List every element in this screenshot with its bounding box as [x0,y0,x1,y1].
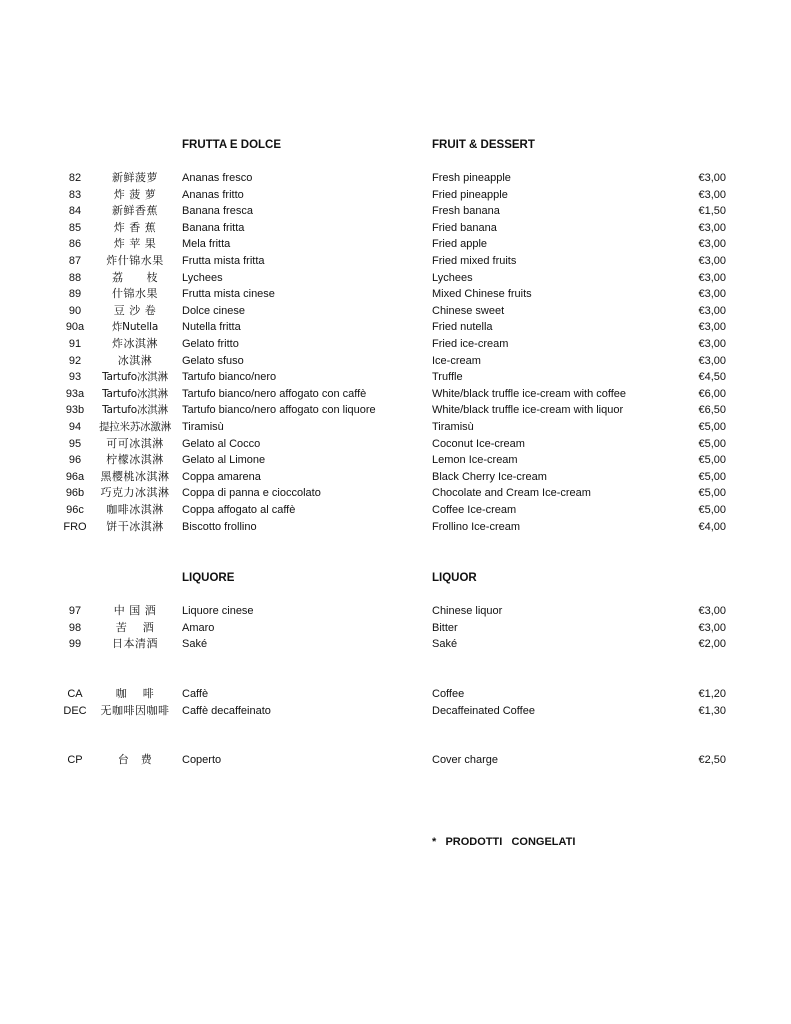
item-code: 96a [65,470,85,483]
item-code: CA [67,688,83,700]
item-name-english: Coffee Ice-cream [432,504,517,516]
menu-item-row [0,620,791,636]
item-name-english: Fried ice-cream [432,338,509,350]
item-name-chinese: 炸Nutella [111,321,159,334]
liquor-heading-it: LIQUORE [182,572,235,584]
item-name-chinese: Tartufo冰淇淋 [102,404,168,417]
menu-item-row [0,170,791,186]
item-name-english: Decaffeinated Coffee [432,704,535,717]
menu-item-row [0,469,791,485]
item-price: €1,30 [698,704,726,717]
item-code: 93b [65,404,85,417]
item-name-chinese: 炸冰淇淋 [112,337,158,350]
item-code: 96b [65,487,85,500]
item-name-english: Coconut Ice-cream [432,437,525,450]
item-name-italian: Lychees [182,271,223,284]
item-price: €1,20 [698,688,726,700]
item-name-english: Coffee [432,688,465,700]
fruit-heading-it: FRUTTA E DOLCE [182,139,282,151]
item-name-italian: Banana fresca [182,205,253,218]
item-name-italian: Saké [182,638,208,651]
item-name-italian: Gelato al Cocco [182,437,261,450]
item-name-chinese: 日本清酒 [112,637,158,651]
item-price: €3,00 [698,605,726,617]
item-name-english: Bitter [432,621,458,634]
item-price: €5,00 [698,504,726,516]
item-name-italian: Tartufo bianco/nero affogato con caffè [182,387,367,400]
menu-item-row [0,386,791,402]
item-name-italian: Frutta mista fritta [182,255,265,267]
item-name-chinese: 中 国 酒 [113,604,157,617]
menu-item-row [0,336,791,352]
item-price: €3,00 [698,621,726,634]
item-name-english: Saké [432,638,458,651]
item-price: €5,00 [698,437,726,450]
item-name-chinese: 黑樱桃冰淇淋 [100,469,170,483]
menu-item-row [0,502,791,518]
item-price: €3,00 [698,304,726,317]
item-name-italian: Frutta mista cinese [182,288,275,301]
item-code: 82 [68,172,82,184]
item-price: €3,00 [698,321,726,334]
item-name-italian: Coppa di panna e cioccolato [182,487,321,500]
item-price: €5,00 [698,454,726,467]
item-price: €4,50 [698,371,726,384]
item-name-chinese: 可可冰淇淋 [106,436,164,450]
item-code: 95 [68,437,82,450]
liquor-heading-en: LIQUOR [432,572,477,584]
item-name-italian: Gelato sfuso [182,354,244,367]
item-price: €5,00 [698,487,726,500]
item-name-italian: Ananas fresco [182,172,253,184]
item-price: €6,00 [698,387,726,400]
item-name-italian: Coppa amarena [182,470,261,483]
item-name-chinese: 咖 啡 [115,687,155,700]
item-name-english: Fresh pineapple [432,172,511,184]
item-name-english: Chinese liquor [432,605,503,617]
item-code: 91 [68,338,82,350]
item-name-italian: Nutella fritta [182,321,241,334]
item-price: €3,00 [698,188,726,201]
item-name-italian: Tiramisù [182,421,224,433]
item-name-italian: Dolce cinese [182,304,245,317]
item-name-chinese: 柠檬冰淇淋 [106,453,164,467]
item-price: €5,00 [698,421,726,433]
item-name-english: Lemon Ice-cream [432,454,518,467]
item-name-english: Chinese sweet [432,304,505,317]
item-name-english: White/black truffle ice-cream with coffee [432,387,627,400]
item-name-chinese: 炸 苹 果 [113,237,157,251]
item-name-english: Mixed Chinese fruits [432,288,532,301]
frozen-products-note: * PRODOTTI CONGELATI [432,836,576,848]
item-name-chinese: 无咖啡因咖啡 [100,703,170,717]
menu-item-row [0,270,791,286]
item-name-chinese: 台 费 [117,753,153,766]
item-name-italian: Coperto [182,754,222,766]
menu-item-row [0,485,791,501]
menu-item-row [0,752,791,768]
item-price: €3,00 [698,238,726,251]
item-code: FRO [63,520,87,533]
item-name-english: Truffle [432,371,463,384]
item-code: 93a [65,387,85,400]
item-name-chinese: 冰淇淋 [117,353,153,367]
item-name-italian: Banana fritta [182,221,245,234]
menu-item-row [0,353,791,369]
item-code: 94 [68,421,82,433]
item-name-english: White/black truffle ice-cream with liquor [432,404,624,417]
item-name-italian: Gelato fritto [182,338,239,350]
item-price: €2,00 [698,638,726,651]
fruit-heading-en: FRUIT & DESSERT [432,139,535,151]
item-code: 84 [68,205,82,218]
item-name-english: Fried nutella [432,321,493,334]
item-price: €3,00 [698,338,726,350]
item-name-chinese: 荔 枝 [112,270,158,284]
menu-item-row [0,686,791,702]
item-code: 85 [68,221,82,234]
item-code: 99 [68,638,82,651]
item-name-chinese: 什锦水果 [112,287,158,301]
item-name-english: Fresh banana [432,205,500,218]
item-name-chinese: 提拉米苏冰激淋 [98,421,172,433]
item-name-english: Lychees [432,271,473,284]
item-name-chinese: 饼干冰淇淋 [106,519,164,533]
menu-item-row [0,402,791,418]
item-name-italian: Caffè decaffeinato [182,704,271,717]
menu-item-row [0,253,791,269]
item-name-italian: Amaro [182,621,215,634]
item-name-english: Ice-cream [432,354,481,367]
item-code: 97 [68,605,82,617]
item-name-english: Fried apple [432,238,488,251]
item-price: €3,00 [698,221,726,234]
menu-item-row [0,519,791,535]
menu-item-row [0,303,791,319]
item-name-italian: Mela fritta [182,238,231,251]
item-code: 83 [68,188,82,201]
item-code: 96 [68,454,82,467]
item-code: 89 [68,288,82,301]
item-name-chinese: 炸 菠 萝 [113,187,157,201]
item-price: €1,50 [698,205,726,218]
item-name-chinese: 新鲜香蕉 [112,204,158,218]
item-name-chinese: 炸什锦水果 [106,254,164,267]
item-name-english: Chocolate and Cream Ice-cream [432,487,591,500]
item-name-english: Cover charge [432,754,499,766]
menu-item-row [0,369,791,385]
item-name-chinese: 豆 沙 卷 [113,303,157,317]
menu-item-row [0,187,791,203]
item-name-english: Tiramisù [432,421,474,433]
item-price: €6,50 [698,404,726,417]
item-name-italian: Caffè [182,688,209,700]
item-name-italian: Liquore cinese [182,605,254,617]
item-code: 86 [68,238,82,251]
item-name-english: Fried banana [432,221,497,234]
item-name-italian: Coppa affogato al caffè [182,504,296,516]
item-price: €3,00 [698,271,726,284]
menu-item-row [0,236,791,252]
item-code: 87 [68,255,82,267]
item-code: DEC [63,704,87,717]
item-price: €4,00 [698,520,726,533]
item-code: 90 [68,304,82,317]
menu-item-row [0,419,791,435]
menu-item-row [0,452,791,468]
item-code: 98 [68,621,82,634]
menu-item-row [0,286,791,302]
item-name-italian: Ananas fritto [182,188,244,201]
item-name-chinese: 苦 酒 [115,620,155,634]
item-name-english: Frollino Ice-cream [432,520,521,533]
item-code: 96c [66,504,84,516]
item-price: €2,50 [698,754,726,766]
menu-item-row [0,436,791,452]
item-name-chinese: Tartufo冰淇淋 [102,387,168,400]
item-name-english: Fried mixed fruits [432,255,517,267]
item-price: €3,00 [698,172,726,184]
menu-item-row [0,603,791,619]
item-name-italian: Gelato al Limone [182,454,266,467]
item-price: €3,00 [698,288,726,301]
item-name-chinese: 咖啡冰淇淋 [106,503,164,516]
menu-item-row [0,636,791,652]
item-name-italian: Tartufo bianco/nero [182,371,277,384]
item-price: €5,00 [698,470,726,483]
item-price: €3,00 [698,255,726,267]
item-price: €3,00 [698,354,726,367]
item-code: 88 [68,271,82,284]
item-name-chinese: Tartufo冰淇淋 [102,371,168,384]
item-name-english: Black Cherry Ice-cream [432,470,547,483]
item-name-chinese: 新鲜菠萝 [112,171,158,184]
item-name-italian: Biscotto frollino [182,520,257,533]
menu-item-row [0,319,791,335]
menu-item-row [0,703,791,719]
item-code: CP [67,754,83,766]
item-name-chinese: 巧克力冰淇淋 [100,486,170,500]
item-code: 92 [68,354,82,367]
item-name-italian: Tartufo bianco/nero affogato con liquore [182,404,376,417]
item-code: 93 [68,371,82,384]
menu-item-row [0,203,791,219]
item-name-chinese: 炸 香 蕉 [113,220,157,234]
item-name-english: Fried pineapple [432,188,508,201]
item-code: 90a [65,321,85,334]
menu-item-row [0,220,791,236]
